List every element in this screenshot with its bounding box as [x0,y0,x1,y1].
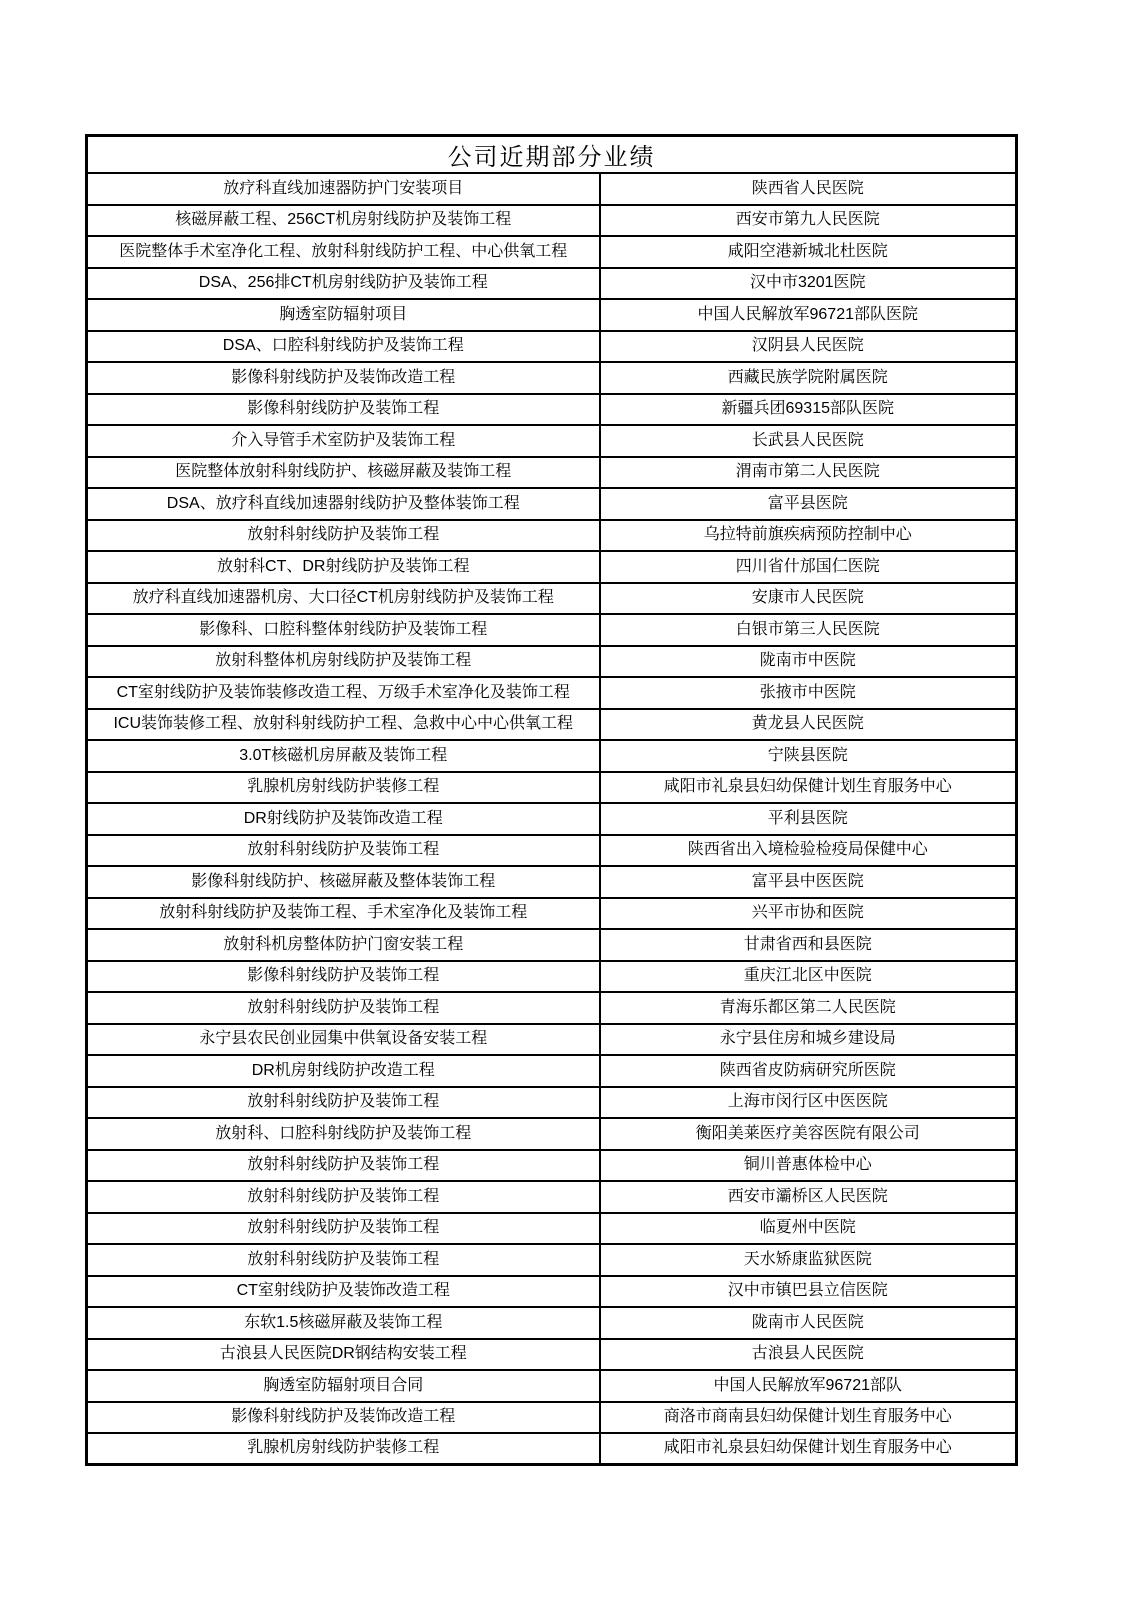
table-row [87,898,1017,930]
client-cell: 新疆兵团69315部队医院 [600,394,1017,426]
table-row [87,520,1017,552]
table-row [87,425,1017,457]
table-row [87,299,1017,331]
table-row [87,677,1017,709]
table-row [87,331,1017,363]
client-cell: 咸阳空港新城北杜医院 [600,236,1017,268]
table-row [87,1244,1017,1276]
project-cell: 影像科射线防护、核磁屏蔽及整体装饰工程 [87,866,600,898]
table-row [87,709,1017,741]
client-cell: 渭南市第二人民医院 [600,457,1017,489]
project-cell: ICU装饰装修工程、放射科射线防护工程、急救中心中心供氧工程 [87,709,600,741]
client-cell: 中国人民解放军96721部队医院 [600,299,1017,331]
table-row [87,1024,1017,1056]
project-cell: 放射科射线防护及装饰工程 [87,1181,600,1213]
project-cell: DR射线防护及装饰改造工程 [87,803,600,835]
project-cell: 放射科射线防护及装饰工程 [87,520,600,552]
table-row [87,803,1017,835]
client-cell: 富平县医院 [600,488,1017,520]
client-cell: 汉中市3201医院 [600,268,1017,300]
table-row [87,1402,1017,1434]
project-cell: 放疗科直线加速器防护门安装项目 [87,173,600,205]
project-cell: 医院整体放射科射线防护、核磁屏蔽及装饰工程 [87,457,600,489]
client-cell: 中国人民解放军96721部队 [600,1370,1017,1402]
client-cell: 陕西省出入境检验检疫局保健中心 [600,835,1017,867]
project-cell: 放射科机房整体防护门窗安装工程 [87,929,600,961]
client-cell: 临夏州中医院 [600,1213,1017,1245]
table-row [87,1118,1017,1150]
project-cell: 放射科整体机房射线防护及装饰工程 [87,646,600,678]
project-cell: 放射科射线防护及装饰工程 [87,1244,600,1276]
client-cell: 陇南市人民医院 [600,1307,1017,1339]
table-row [87,488,1017,520]
table-row [87,205,1017,237]
project-cell: 放射科射线防护及装饰工程 [87,1213,600,1245]
table-row [87,1087,1017,1119]
client-cell: 长武县人民医院 [600,425,1017,457]
client-cell: 西安市灞桥区人民医院 [600,1181,1017,1213]
project-cell: 放射科、口腔科射线防护及装饰工程 [87,1118,600,1150]
project-cell: 影像科射线防护及装饰改造工程 [87,1402,600,1434]
project-cell: 古浪县人民医院DR钢结构安装工程 [87,1339,600,1371]
client-cell: 白银市第三人民医院 [600,614,1017,646]
project-cell: DSA、口腔科射线防护及装饰工程 [87,331,600,363]
project-cell: 影像科射线防护及装饰工程 [87,961,600,993]
table-row [87,1307,1017,1339]
client-cell: 乌拉特前旗疾病预防控制中心 [600,520,1017,552]
table-row [87,1433,1017,1465]
table-row [87,551,1017,583]
table-title: 公司近期部分业绩 [87,136,1017,174]
client-cell: 铜川普惠体检中心 [600,1150,1017,1182]
client-cell: 重庆江北区中医院 [600,961,1017,993]
client-cell: 商洛市商南县妇幼保健计划生育服务中心 [600,1402,1017,1434]
client-cell: 永宁县住房和城乡建设局 [600,1024,1017,1056]
client-cell: 富平县中医医院 [600,866,1017,898]
table-row [87,1150,1017,1182]
project-cell: 医院整体手术室净化工程、放射科射线防护工程、中心供氧工程 [87,236,600,268]
table-row [87,1370,1017,1402]
client-cell: 古浪县人民医院 [600,1339,1017,1371]
table-row [87,740,1017,772]
client-cell: 陕西省人民医院 [600,173,1017,205]
project-cell: 放射科射线防护及装饰工程 [87,992,600,1024]
client-cell: 汉中市镇巴县立信医院 [600,1276,1017,1308]
client-cell: 安康市人民医院 [600,583,1017,615]
table-row [87,961,1017,993]
project-cell: 介入导管手术室防护及装饰工程 [87,425,600,457]
performance-table [85,134,1018,1466]
project-cell: 放射科射线防护及装饰工程 [87,1150,600,1182]
table-row [87,866,1017,898]
table-row [87,1339,1017,1371]
client-cell: 西藏民族学院附属医院 [600,362,1017,394]
client-cell: 西安市第九人民医院 [600,205,1017,237]
table-row [87,457,1017,489]
project-cell: 东软1.5核磁屏蔽及装饰工程 [87,1307,600,1339]
project-cell: DSA、256排CT机房射线防护及装饰工程 [87,268,600,300]
table-row [87,1276,1017,1308]
client-cell: 咸阳市礼泉县妇幼保健计划生育服务中心 [600,1433,1017,1465]
project-cell: 影像科、口腔科整体射线防护及装饰工程 [87,614,600,646]
project-cell: 放疗科直线加速器机房、大口径CT机房射线防护及装饰工程 [87,583,600,615]
client-cell: 兴平市协和医院 [600,898,1017,930]
client-cell: 陇南市中医院 [600,646,1017,678]
client-cell: 衡阳美莱医疗美容医院有限公司 [600,1118,1017,1150]
table-row [87,929,1017,961]
project-cell: 胸透室防辐射项目 [87,299,600,331]
table-title-row [87,136,1017,174]
table-row [87,646,1017,678]
table-row [87,173,1017,205]
table-row [87,268,1017,300]
client-cell: 青海乐都区第二人民医院 [600,992,1017,1024]
project-cell: 放射科射线防护及装饰工程 [87,1087,600,1119]
project-cell: 3.0T核磁机房屏蔽及装饰工程 [87,740,600,772]
project-cell: 乳腺机房射线防护装修工程 [87,1433,600,1465]
project-cell: 永宁县农民创业园集中供氧设备安装工程 [87,1024,600,1056]
table-row [87,236,1017,268]
project-cell: DR机房射线防护改造工程 [87,1055,600,1087]
client-cell: 汉阴县人民医院 [600,331,1017,363]
table-row [87,394,1017,426]
client-cell: 甘肃省西和县医院 [600,929,1017,961]
table-row [87,992,1017,1024]
project-cell: 乳腺机房射线防护装修工程 [87,772,600,804]
project-cell: DSA、放疗科直线加速器射线防护及整体装饰工程 [87,488,600,520]
client-cell: 上海市闵行区中医医院 [600,1087,1017,1119]
project-cell: 放射科CT、DR射线防护及装饰工程 [87,551,600,583]
project-cell: CT室射线防护及装饰装修改造工程、万级手术室净化及装饰工程 [87,677,600,709]
project-cell: CT室射线防护及装饰改造工程 [87,1276,600,1308]
client-cell: 平利县医院 [600,803,1017,835]
table-row [87,583,1017,615]
client-cell: 张掖市中医院 [600,677,1017,709]
client-cell: 陕西省皮防病研究所医院 [600,1055,1017,1087]
project-cell: 胸透室防辐射项目合同 [87,1370,600,1402]
project-cell: 影像科射线防护及装饰改造工程 [87,362,600,394]
project-cell: 影像科射线防护及装饰工程 [87,394,600,426]
project-cell: 放射科射线防护及装饰工程 [87,835,600,867]
table-row [87,835,1017,867]
client-cell: 四川省什邡国仁医院 [600,551,1017,583]
table-row [87,1213,1017,1245]
table-row [87,772,1017,804]
table-row [87,1055,1017,1087]
client-cell: 天水矫康监狱医院 [600,1244,1017,1276]
client-cell: 宁陕县医院 [600,740,1017,772]
table-row [87,1181,1017,1213]
project-cell: 放射科射线防护及装饰工程、手术室净化及装饰工程 [87,898,600,930]
project-cell: 核磁屏蔽工程、256CT机房射线防护及装饰工程 [87,205,600,237]
table-row [87,362,1017,394]
table-row [87,614,1017,646]
client-cell: 黄龙县人民医院 [600,709,1017,741]
client-cell: 咸阳市礼泉县妇幼保健计划生育服务中心 [600,772,1017,804]
